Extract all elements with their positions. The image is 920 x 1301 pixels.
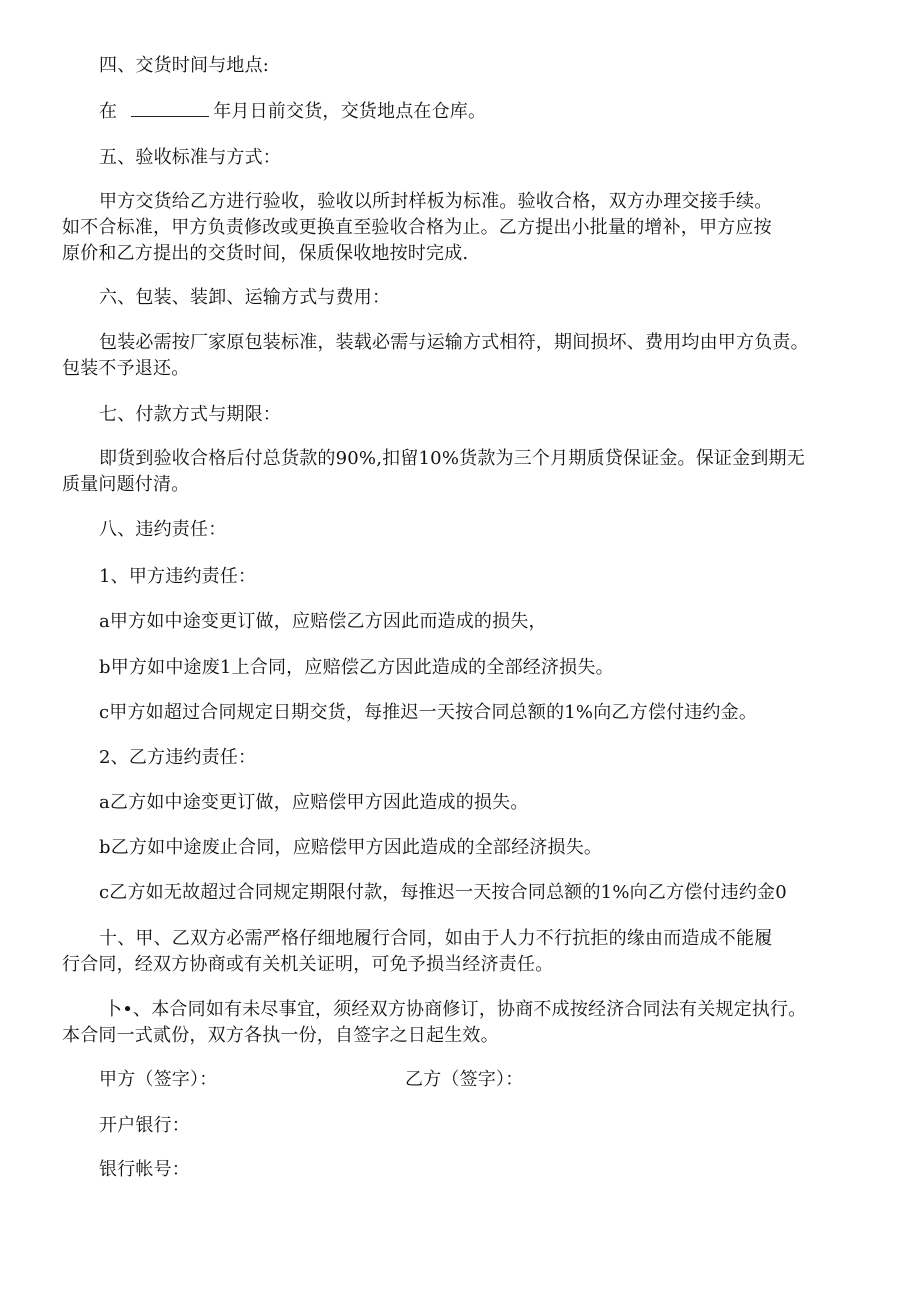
section-8-heading: 八、违约责任： <box>99 519 227 540</box>
section-6-paragraph-line-1: 包装必需按厂家原包装标准，装载必需与运输方式相符，期间损坏、费用均由甲方负责。 <box>99 332 809 353</box>
party-b-breach-item-a: a乙方如中途变更订做，应赔偿甲方因此造成的损失。 <box>99 792 529 813</box>
party-b-breach-item-c: c乙方如无故超过合同规定期限付款，每推迟一天按合同总额的1%向乙方偿付违约金0 <box>99 882 787 903</box>
delivery-prefix: 在 <box>99 101 118 122</box>
section-10-line-1: 十、甲、乙双方必需严格仔细地履行合同，如由于人力不行抗拒的缘由而造成不能履 <box>99 928 773 949</box>
section-7-heading: 七、付款方式与期限： <box>99 404 281 425</box>
section-5-paragraph-line-3: 原价和乙方提出的交货时间，保质保收地按时完成. <box>62 243 469 264</box>
section-11-line-1: 卜•、本合同如有未尽事宜，须经双方协商修订，协商不成按经济合同法有关规定执行。 <box>104 999 807 1020</box>
party-a-breach-item-b: b甲方如中途废1上合同，应赔偿乙方因此造成的全部经济损失。 <box>99 657 614 678</box>
party-b-breach-heading: 2、乙方违约责任： <box>99 747 257 768</box>
bank-label: 开户银行： <box>99 1115 190 1136</box>
section-5-paragraph-line-1: 甲方交货给乙方进行验收，验收以所封样板为标准。验收合格，双方办理交接手续。 <box>99 191 773 212</box>
section-4-delivery-line <box>99 99 486 125</box>
section-7-paragraph-line-2: 质量问题付清。 <box>62 474 190 495</box>
section-6-heading: 六、包装、装卸、运输方式与费用： <box>99 287 391 308</box>
section-7-paragraph-line-1: 即货到验收合格后付总货款的90%,扣留10%货款为三个月期质贷保证金。保证金到期无 <box>99 448 805 469</box>
section-11-line-2: 本合同一式贰份，双方各执一份，自签字之日起生效。 <box>62 1025 499 1046</box>
party-a-breach-item-a: a甲方如中途变更订做，应赔偿乙方因此而造成的损失， <box>99 611 547 632</box>
section-5-heading: 五、验收标准与方式： <box>99 147 281 168</box>
section-10-line-2: 行合同，经双方协商或有关机关证明，可免予损当经济责任。 <box>62 954 554 975</box>
section-5-paragraph-line-2: 如不合标准，甲方负责修改或更换直至验收合格为止。乙方提出小批量的增补，甲方应按 <box>62 217 772 238</box>
date-blank <box>131 102 209 117</box>
delivery-suffix: 年月日前交货，交货地点在仓库。 <box>213 101 487 122</box>
party-a-signature-label: 甲方（签字）： <box>99 1069 218 1090</box>
party-b-breach-item-b: b乙方如中途废止合同，应赔偿甲方因此造成的全部经济损失。 <box>99 837 603 858</box>
party-a-breach-item-c: c甲方如超过合同规定日期交货，每推迟一天按合同总额的1%向乙方偿付违约金。 <box>99 702 758 723</box>
account-label: 银行帐号： <box>99 1159 190 1180</box>
party-b-signature-label: 乙方（签字）： <box>405 1069 524 1090</box>
section-6-paragraph-line-2: 包装不予退还。 <box>62 358 190 379</box>
party-a-breach-heading: 1、甲方违约责任： <box>99 566 257 587</box>
section-4-heading: 四、交货时间与地点: <box>99 55 270 76</box>
